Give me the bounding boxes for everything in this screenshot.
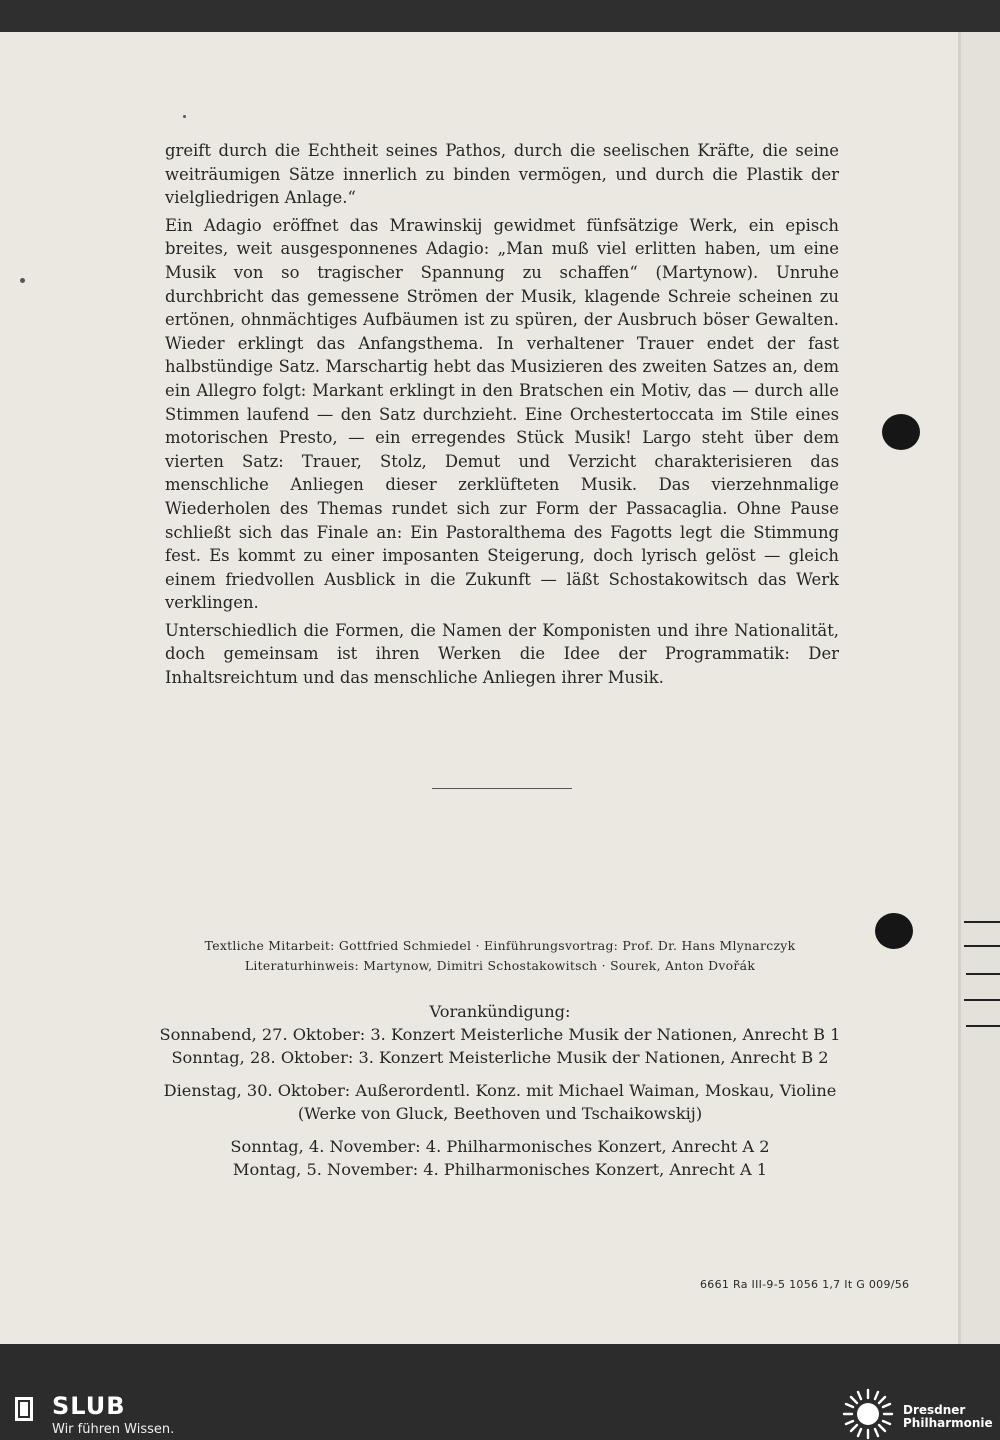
credits-line: Literaturhinweis: Martynow, Dimitri Schostakowitsch · Sourek, Anton Dvořák [244,958,756,973]
edge-mark [964,999,1000,1001]
slub-logo-text[interactable]: SLUB [52,1392,126,1420]
edge-mark [966,1025,1000,1027]
body-text [165,139,839,694]
speck [183,115,186,118]
scanned-page [0,32,1000,1344]
section-divider [432,788,572,789]
punch-hole [875,913,913,949]
announcement-item: Sonntag, 28. Oktober: 3. Konzert Meisterliche Musik der Nationen, Anrecht B 2 [171,1048,829,1067]
slub-tagline: Wir führen Wissen. [52,1422,175,1437]
announcement-item: (Werke von Gluck, Beethoven und Tschaikowskij) [297,1104,703,1123]
edge-mark [964,921,1000,923]
print-code: 6661 Ra III-9-5 1056 1,7 It G 009/56 [700,1278,910,1291]
partner-name-line: Philharmonie [903,1416,993,1430]
speck [20,278,25,283]
announcement-item: Sonnabend, 27. Oktober: 3. Konzert Meisterliche Musik der Nationen, Anrecht B 1 [159,1025,841,1044]
paragraph: greift durch die Echtheit seines Pathos, durch die seelischen Kräfte, die seine weiträumigen Sätze innerlich zu binden vermögen, und durch die Plastik der vielgliedrigen Anlage.“ [165,141,839,208]
punch-hole [882,414,920,450]
announcement-heading: Vorankündigung: [429,1002,571,1021]
viewer-top-bar [0,0,1000,32]
partner-name-line: Dresdner [903,1403,966,1417]
announcement-item: Sonntag, 4. November: 4. Philharmonisches Konzert, Anrecht A 2 [230,1137,770,1156]
announcement [150,1000,850,1181]
book-icon [12,1394,38,1424]
partner-name[interactable] [903,1404,993,1430]
announcement-item: Montag, 5. November: 4. Philharmonisches Konzert, Anrecht A 1 [232,1160,768,1179]
paragraph: Ein Adagio eröffnet das Mrawinskij gewidmet fünfsätzige Werk, ein episch breites, weit ausgesponnenes Adagio: „Man muß viel erlitten haben, um eine Musik von so tragischer Spannung zu schaffen“ (Martynow). Unruhe durchbricht das gemessene Strömen der Musik, klagende Schreie scheinen zu ertönen, ohnmächtiges Aufbäumen ist zu spüren, der Ausbruch böser Gewalten. Wieder erklingt das Anfangsthema. In verhaltener Trauer endet der fast halbstündige Satz. Marschartig hebt das Musizieren des zweiten Satzes an, dem ein Allegro folgt: Markant erklingt in den Bratschen ein Motiv, das — durch alle Stimmen laufend — den Satz durchzieht. Eine Orchestertoccata im Stile eines motorischen Presto, — ein erregendes Stück Musik! Largo steht über dem vierten Satz: Trauer, Stolz, Demut und Verzicht charakterisieren das menschliche Anliegen dieser zerklüfteten Musik. Das vierzehnmalige Wiederholen des Themas rundet sich zur Form der Passacaglia. Ohne Pause schließt sich das Finale an: Ein Pastoralthema des Fagotts legt die Stimmung fest. Es kommt zu einer imposanten Steigerung, doch lyrisch gelöst — gleich einem friedvollen Ausblick in die Zukunft — läßt Schostakowitsch das Werk verklingen. [165,215,839,613]
footer-bar [0,1344,1000,1439]
page-edge-strip [961,32,1000,1344]
edge-mark [964,945,1000,947]
credits [140,936,860,976]
announcement-item: Dienstag, 30. Oktober: Außerordentl. Konz. mit Michael Waiman, Moskau, Violine [163,1081,837,1100]
paragraph: Unterschiedlich die Formen, die Namen der Komponisten und ihre Nationalität, doch gemeinsam ist ihren Werken die Idee der Programmatik: Der Inhaltsreichtum und das menschliche Anliegen ihrer Musik. [165,620,839,688]
edge-mark [966,973,1000,975]
credits-line: Textliche Mitarbeit: Gottfried Schmiedel · Einführungsvortrag: Prof. Dr. Hans Mlynarczyk [204,938,796,953]
sunburst-icon [842,1388,894,1440]
